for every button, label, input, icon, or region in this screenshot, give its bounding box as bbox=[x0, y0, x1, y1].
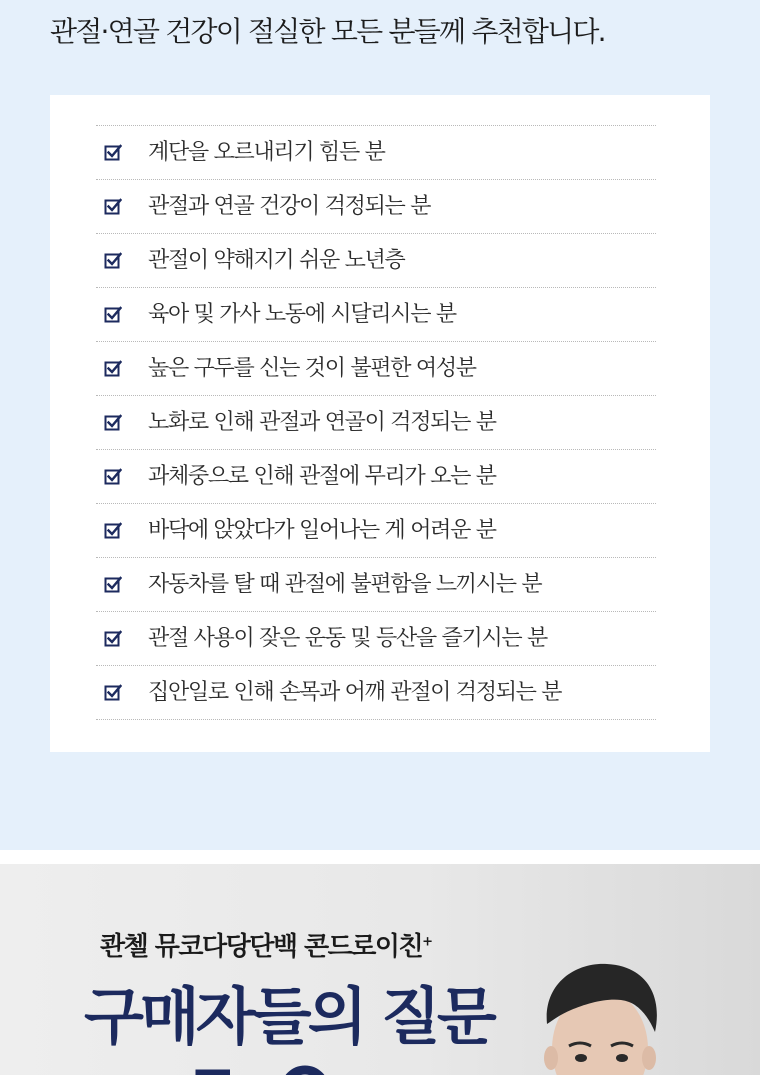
checklist-item-text: 계단을 오르내리기 힘든 분 bbox=[148, 140, 385, 165]
checklist-item-text: 높은 구두를 신는 것이 불편한 여성분 bbox=[148, 356, 476, 381]
checkbox-checked-icon bbox=[104, 468, 122, 486]
checklist-item bbox=[96, 450, 656, 504]
checklist-card bbox=[50, 95, 710, 752]
faq-banner bbox=[0, 864, 760, 1075]
checklist-item-text: 관절이 약해지기 쉬운 노년층 bbox=[148, 248, 405, 273]
checklist-item bbox=[96, 180, 656, 234]
checklist-item-text: 바닥에 앉았다가 일어나는 게 어려운 분 bbox=[148, 518, 496, 543]
product-name-sup: + bbox=[422, 934, 432, 950]
checklist-item bbox=[96, 558, 656, 612]
checklist-item-text: 집안일로 인해 손목과 어깨 관절이 걱정되는 분 bbox=[148, 680, 562, 705]
checkbox-checked-icon bbox=[104, 576, 122, 594]
checklist-item bbox=[96, 612, 656, 666]
checklist-item-text: 관절 사용이 잦은 운동 및 등산을 즐기시는 분 bbox=[148, 626, 547, 651]
checklist-item-text: 관절과 연골 건강이 걱정되는 분 bbox=[148, 194, 431, 219]
product-name-text: 콴첼 뮤코다당단백 콘드로이친 bbox=[100, 932, 423, 962]
checkbox-checked-icon bbox=[104, 414, 122, 432]
checklist-item-text: 자동차를 탈 때 관절에 불편함을 느끼시는 분 bbox=[148, 572, 542, 597]
checkbox-checked-icon bbox=[104, 522, 122, 540]
checklist-item bbox=[96, 126, 656, 180]
checkbox-checked-icon bbox=[104, 684, 122, 702]
checkbox-checked-icon bbox=[104, 630, 122, 648]
checkbox-checked-icon bbox=[104, 252, 122, 270]
faq-banner-section bbox=[0, 850, 760, 1075]
checklist-item bbox=[96, 396, 656, 450]
checkbox-checked-icon bbox=[104, 144, 122, 162]
checklist-item-text: 노화로 인해 관절과 연골이 걱정되는 분 bbox=[148, 410, 496, 435]
checkbox-checked-icon bbox=[104, 360, 122, 378]
checklist-item bbox=[96, 666, 656, 720]
checklist-item bbox=[96, 288, 656, 342]
faq-title-continued-glyphs bbox=[190, 1060, 360, 1075]
section-heading: 관절·연골 건강이 절실한 모든 분들께 추천합니다. bbox=[50, 15, 605, 48]
checklist-item bbox=[96, 342, 656, 396]
checklist-item bbox=[96, 234, 656, 288]
checklist-item-text: 과체중으로 인해 관절에 무리가 오는 분 bbox=[148, 464, 496, 489]
checklist bbox=[96, 125, 656, 720]
checklist-item-text: 육아 및 가사 노동에 시달리시는 분 bbox=[148, 302, 456, 327]
faq-title: 구매자들의 질문 bbox=[84, 980, 493, 1053]
checkbox-checked-icon bbox=[104, 198, 122, 216]
checklist-item bbox=[96, 504, 656, 558]
person-photo bbox=[525, 954, 675, 1075]
product-name bbox=[100, 926, 432, 963]
checkbox-checked-icon bbox=[104, 306, 122, 324]
